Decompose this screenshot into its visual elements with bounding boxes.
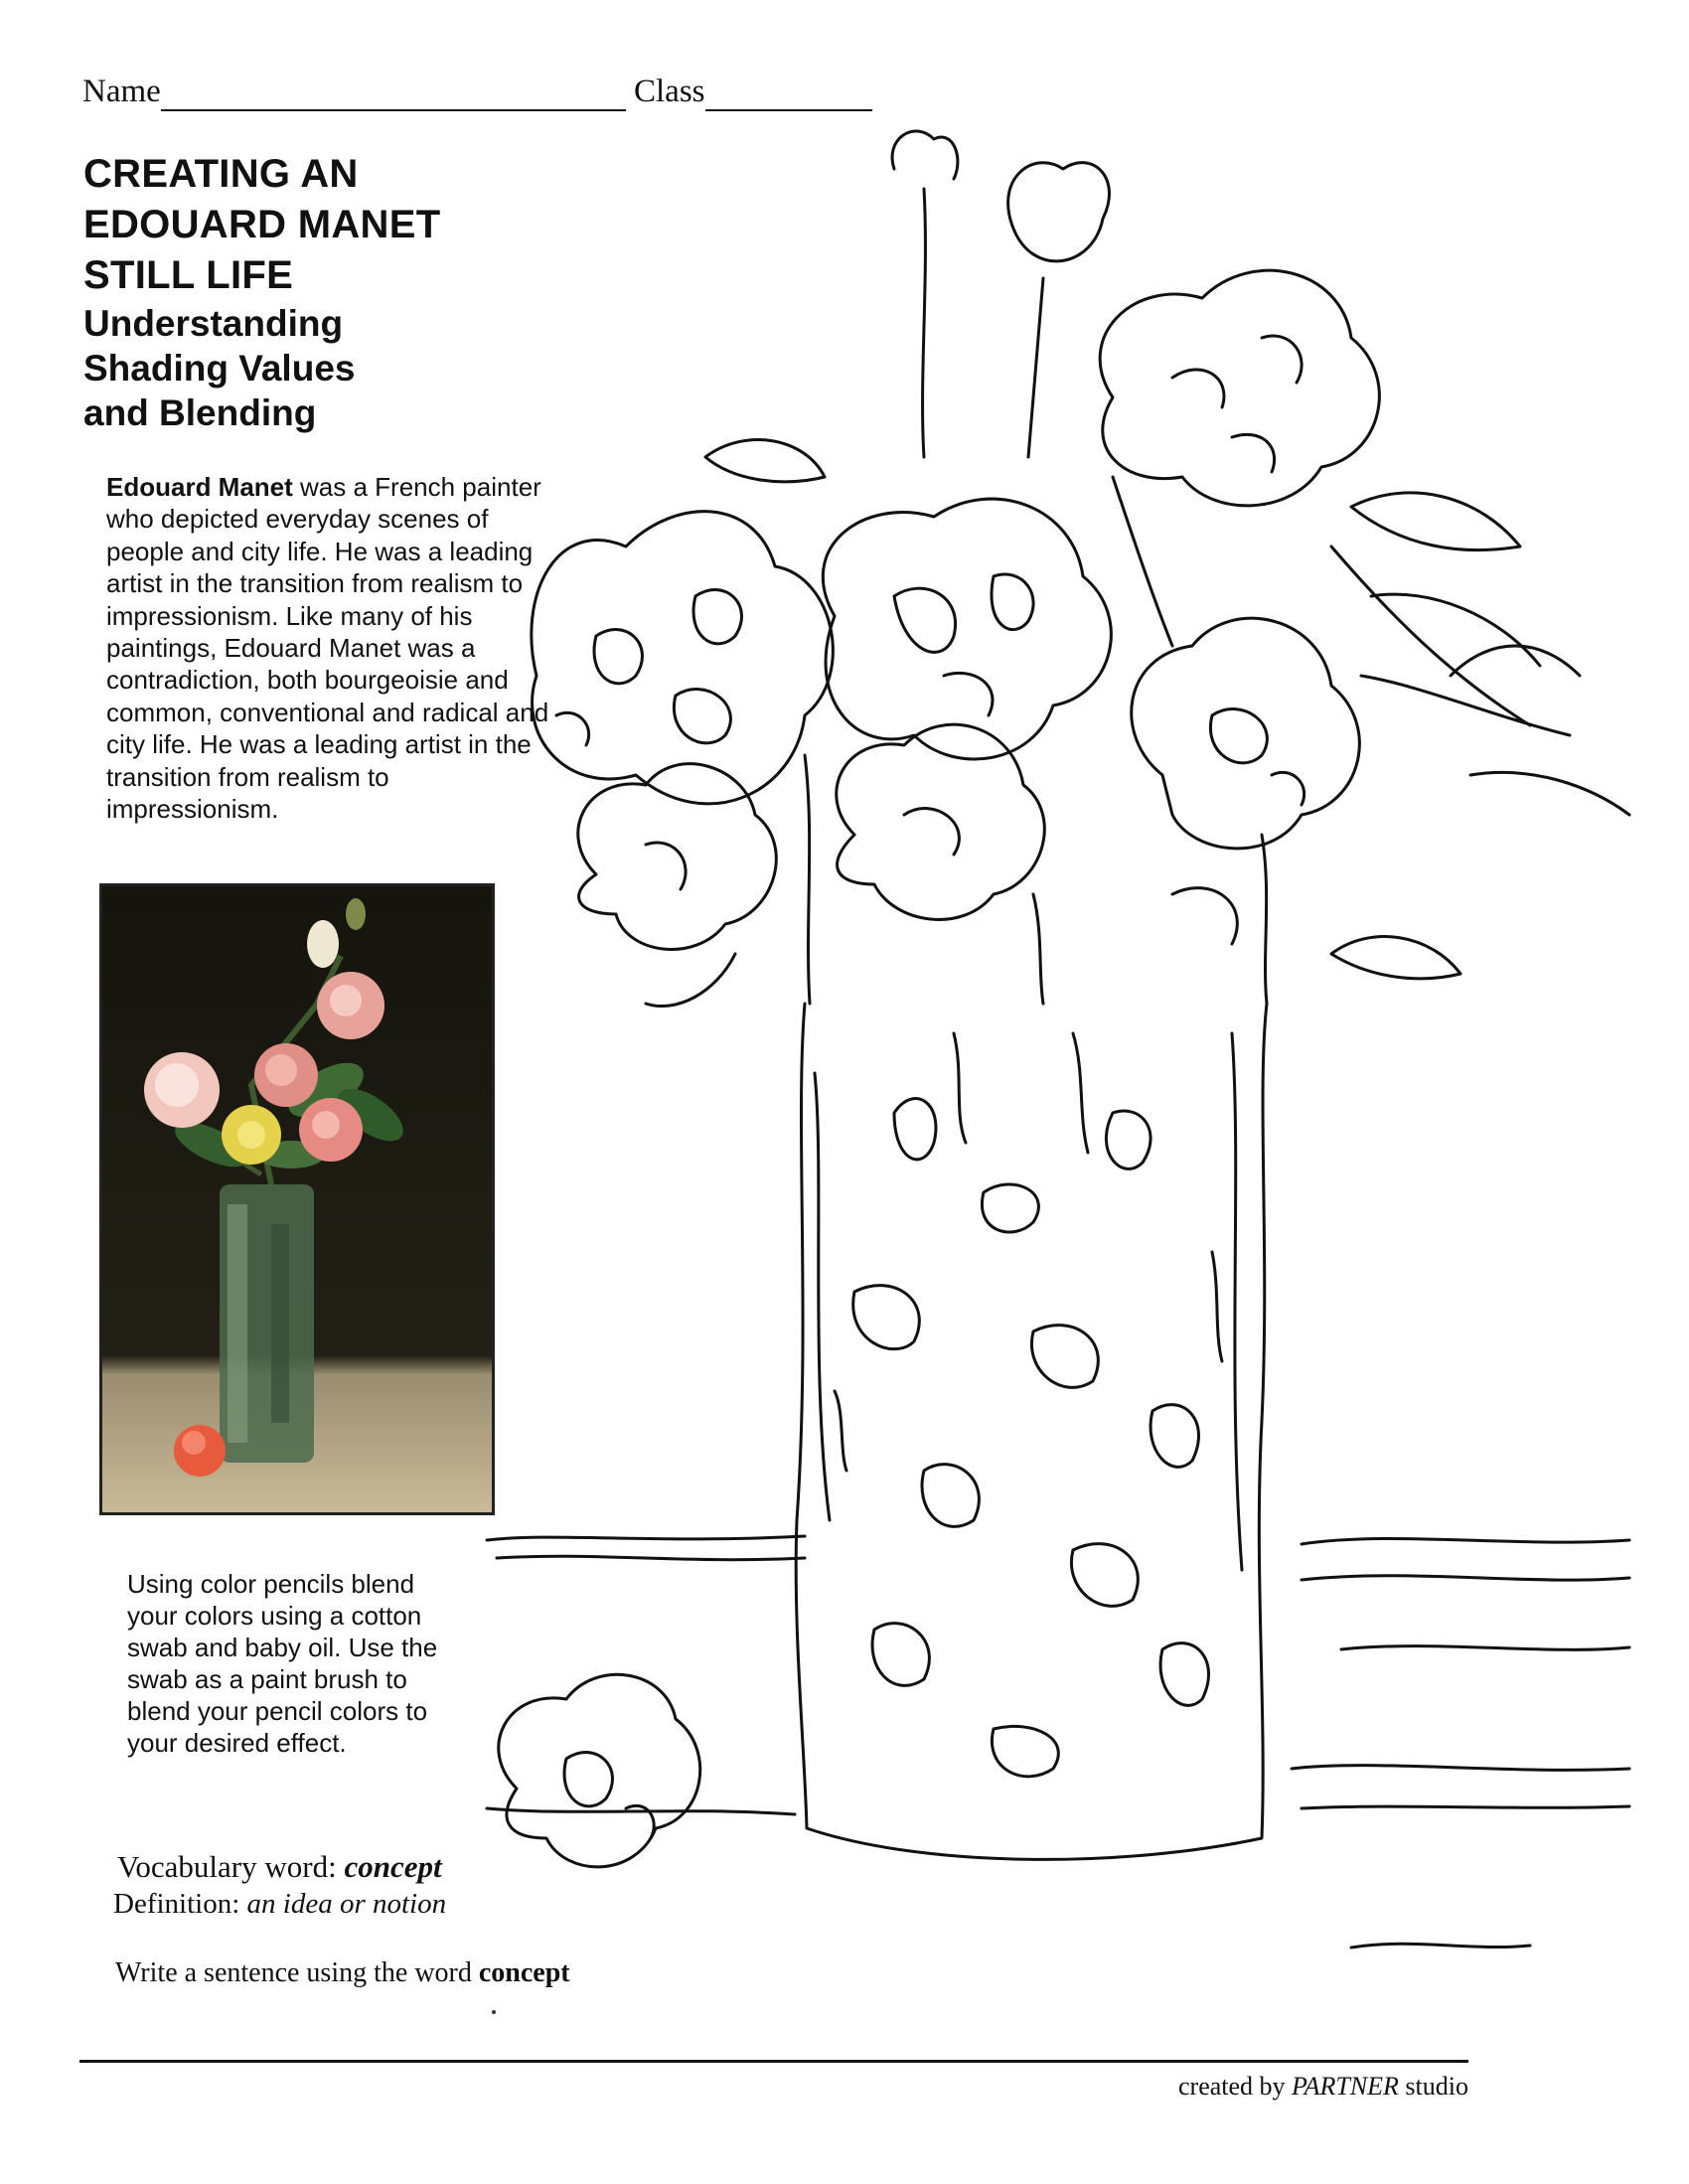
vocabulary-word bbox=[117, 1848, 442, 1886]
title-line-1: CREATING AN bbox=[83, 152, 359, 196]
title-line-2: EDOUARD MANET bbox=[83, 203, 441, 246]
credit-suffix: studio bbox=[1398, 2072, 1468, 2101]
page-subtitle bbox=[83, 301, 355, 435]
coloring-line-drawing bbox=[477, 79, 1689, 2067]
page-title bbox=[83, 149, 440, 301]
flower-outlines bbox=[499, 131, 1629, 1867]
definition-text: an idea or notion bbox=[246, 1888, 447, 1920]
name-label: Name bbox=[82, 74, 161, 109]
vocabulary-definition bbox=[113, 1886, 446, 1922]
definition-label: Definition: bbox=[113, 1888, 247, 1920]
sentence-prompt-text: Write a sentence using the word bbox=[115, 1957, 479, 1988]
instructions-text: Using color pencils blend your colors using a cotton swab and baby oil. Use the swab as a paint brush to blend your pencil colors to your desired effect. bbox=[127, 1569, 438, 1758]
vocabulary-label: Vocabulary word: bbox=[117, 1849, 345, 1884]
subtitle-line-1: Understanding bbox=[83, 303, 344, 344]
title-line-3: STILL LIFE bbox=[83, 253, 294, 297]
bio-text: was a French painter who depicted everyday scenes of people and city life. He was a leading artist in the transition from realism to impressionism. Like many of his paintings, Edouard Manet was a contradiction, both bourgeoisie and common, conventional and radical and city life. He was a leading artist in the transition from realism to impressionism. bbox=[106, 472, 549, 825]
vase-outline bbox=[796, 1004, 1267, 1859]
credit-prefix: created by bbox=[1178, 2072, 1293, 2101]
subtitle-line-2: Shading Values bbox=[83, 348, 356, 389]
bio-artist-name: Edouard Manet bbox=[106, 472, 293, 502]
subtitle-line-3: and Blending bbox=[83, 392, 317, 433]
class-label: Class bbox=[634, 74, 705, 109]
credit-line bbox=[1178, 2071, 1468, 2103]
painting-illustration bbox=[102, 886, 492, 1512]
credit-brand-part2: NER bbox=[1349, 2072, 1399, 2101]
table-lines bbox=[487, 1536, 1629, 1948]
credit-brand-part1: PART bbox=[1292, 2072, 1350, 2101]
sentence-prompt-word: concept bbox=[478, 1957, 570, 1988]
vocabulary-term: concept bbox=[344, 1849, 442, 1884]
manet-painting-image bbox=[99, 883, 495, 1515]
